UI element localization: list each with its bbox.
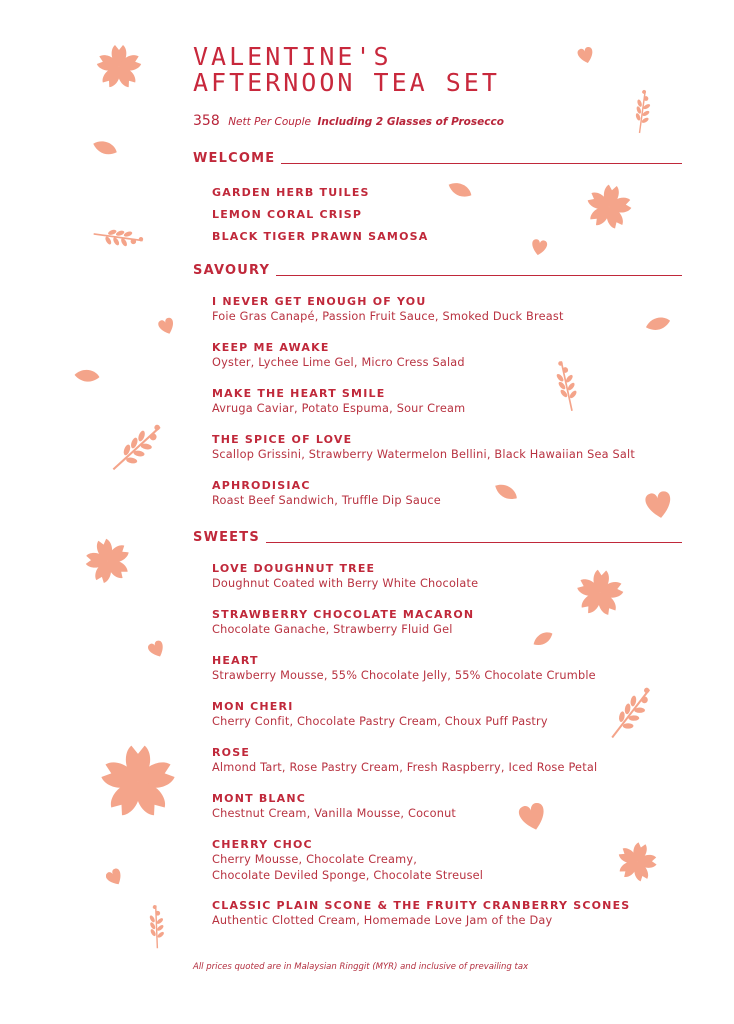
leaf-icon xyxy=(445,180,475,200)
dish-name: APHRODISIAC xyxy=(212,479,311,492)
sprig-icon xyxy=(540,358,594,412)
menu-item xyxy=(212,699,548,730)
menu-item xyxy=(212,386,465,417)
sprig-icon xyxy=(596,686,668,740)
price-amount: 358 xyxy=(193,113,220,129)
dish-description: Cherry Confit, Chocolate Pastry Cream, Choux Puff Pastry xyxy=(212,715,548,728)
leaf-icon xyxy=(530,630,556,648)
price-includes: Including 2 Glasses of Prosecco xyxy=(317,116,504,128)
flower-icon xyxy=(576,566,624,620)
dish-description: Almond Tart, Rose Pastry Cream, Fresh Raspberry, Iced Rose Petal xyxy=(212,761,598,774)
section-heading: SWEETS xyxy=(193,530,260,545)
heart-icon xyxy=(530,238,548,258)
dish-description: Authentic Clotted Cream, Homemade Love Jam of the Day xyxy=(212,914,553,927)
welcome-item: LEMON CORAL CRISP xyxy=(212,208,363,221)
sprig-icon xyxy=(92,216,146,260)
dish-description: Oyster, Lychee Lime Gel, Micro Cress Salad xyxy=(212,356,465,369)
section-heading: SAVOURY xyxy=(193,263,271,278)
menu-item xyxy=(212,478,441,509)
heart-icon xyxy=(158,316,176,338)
dish-description: Scallop Grissini, Strawberry Watermelon Bellini, Black Hawaiian Sea Salt xyxy=(212,448,636,461)
section-sweets xyxy=(193,530,682,545)
section-welcome xyxy=(193,151,682,166)
menu-item xyxy=(212,791,456,822)
dish-description: Chestnut Cream, Vanilla Mousse, Coconut xyxy=(212,807,457,820)
flower-icon xyxy=(85,536,131,586)
menu-item xyxy=(212,432,635,463)
dish-name: THE SPICE OF LOVE xyxy=(212,433,353,446)
dish-name: MAKE THE HEART SMILE xyxy=(212,387,386,400)
heart-icon xyxy=(518,800,548,836)
heart-icon xyxy=(106,868,124,888)
menu-item xyxy=(212,745,597,776)
price-line xyxy=(193,113,504,129)
section-heading: WELCOME xyxy=(193,151,276,166)
dish-description: Doughnut Coated with Berry White Chocolate xyxy=(212,577,479,590)
heart-icon xyxy=(148,640,166,660)
section-rule xyxy=(281,163,682,164)
menu-title-line2: AFTERNOON TEA SET xyxy=(193,68,500,97)
dish-name: MONT BLANC xyxy=(212,792,307,805)
menu-item xyxy=(212,837,483,884)
leaf-icon xyxy=(642,314,674,334)
menu-item xyxy=(212,898,630,929)
menu-item xyxy=(212,653,596,684)
dish-name: LOVE DOUGHNUT TREE xyxy=(212,562,376,575)
sprig-icon xyxy=(136,900,178,952)
dish-description-line2: Chocolate Deviled Sponge, Chocolate Streusel xyxy=(212,869,484,882)
dish-name: CHERRY CHOC xyxy=(212,838,313,851)
section-rule xyxy=(276,275,682,276)
dish-name: HEART xyxy=(212,654,259,667)
menu-item xyxy=(212,561,478,592)
section-savoury xyxy=(193,263,682,278)
flower-icon xyxy=(586,182,632,232)
dish-description: Strawberry Mousse, 55% Chocolate Jelly, 55% Chocolate Crumble xyxy=(212,669,596,682)
dish-name: STRAWBERRY CHOCOLATE MACARON xyxy=(212,608,475,621)
welcome-item: BLACK TIGER PRAWN SAMOSA xyxy=(212,230,429,243)
section-rule xyxy=(266,542,682,543)
dish-name: I NEVER GET ENOUGH OF YOU xyxy=(212,295,427,308)
menu-item xyxy=(212,294,564,325)
dish-name: MON CHERI xyxy=(212,700,294,713)
dish-description: Cherry Mousse, Chocolate Creamy, xyxy=(212,853,418,866)
welcome-item: GARDEN HERB TUILES xyxy=(212,186,370,199)
flower-icon xyxy=(100,740,176,824)
leaf-icon xyxy=(490,482,522,502)
dish-name: ROSE xyxy=(212,746,251,759)
leaf-icon xyxy=(90,138,120,158)
price-per: Nett Per Couple xyxy=(228,116,311,128)
dish-name: KEEP ME AWAKE xyxy=(212,341,330,354)
menu-item xyxy=(212,340,465,371)
dish-name: CLASSIC PLAIN SCONE & THE FRUITY CRANBERRY SCONES xyxy=(212,899,631,912)
price-footnote: All prices quoted are in Malaysian Ringgit (MYR) and inclusive of prevailing tax xyxy=(193,962,529,972)
dish-description: Roast Beef Sandwich, Truffle Dip Sauce xyxy=(212,494,441,507)
menu-item xyxy=(212,607,474,638)
dish-description: Chocolate Ganache, Strawberry Fluid Gel xyxy=(212,623,453,636)
menu-title-line1: VALENTINE'S xyxy=(193,42,392,71)
sprig-icon xyxy=(622,88,664,134)
dish-description: Foie Gras Canapé, Passion Fruit Sauce, Smoked Duck Breast xyxy=(212,310,564,323)
heart-icon xyxy=(577,46,595,66)
heart-icon xyxy=(644,488,674,524)
leaf-icon xyxy=(70,366,104,386)
sprig-icon xyxy=(104,420,172,476)
dish-description: Avruga Caviar, Potato Espuma, Sour Cream xyxy=(212,402,466,415)
flower-icon xyxy=(96,42,142,92)
flower-icon xyxy=(616,840,658,884)
menu-title xyxy=(193,44,500,96)
